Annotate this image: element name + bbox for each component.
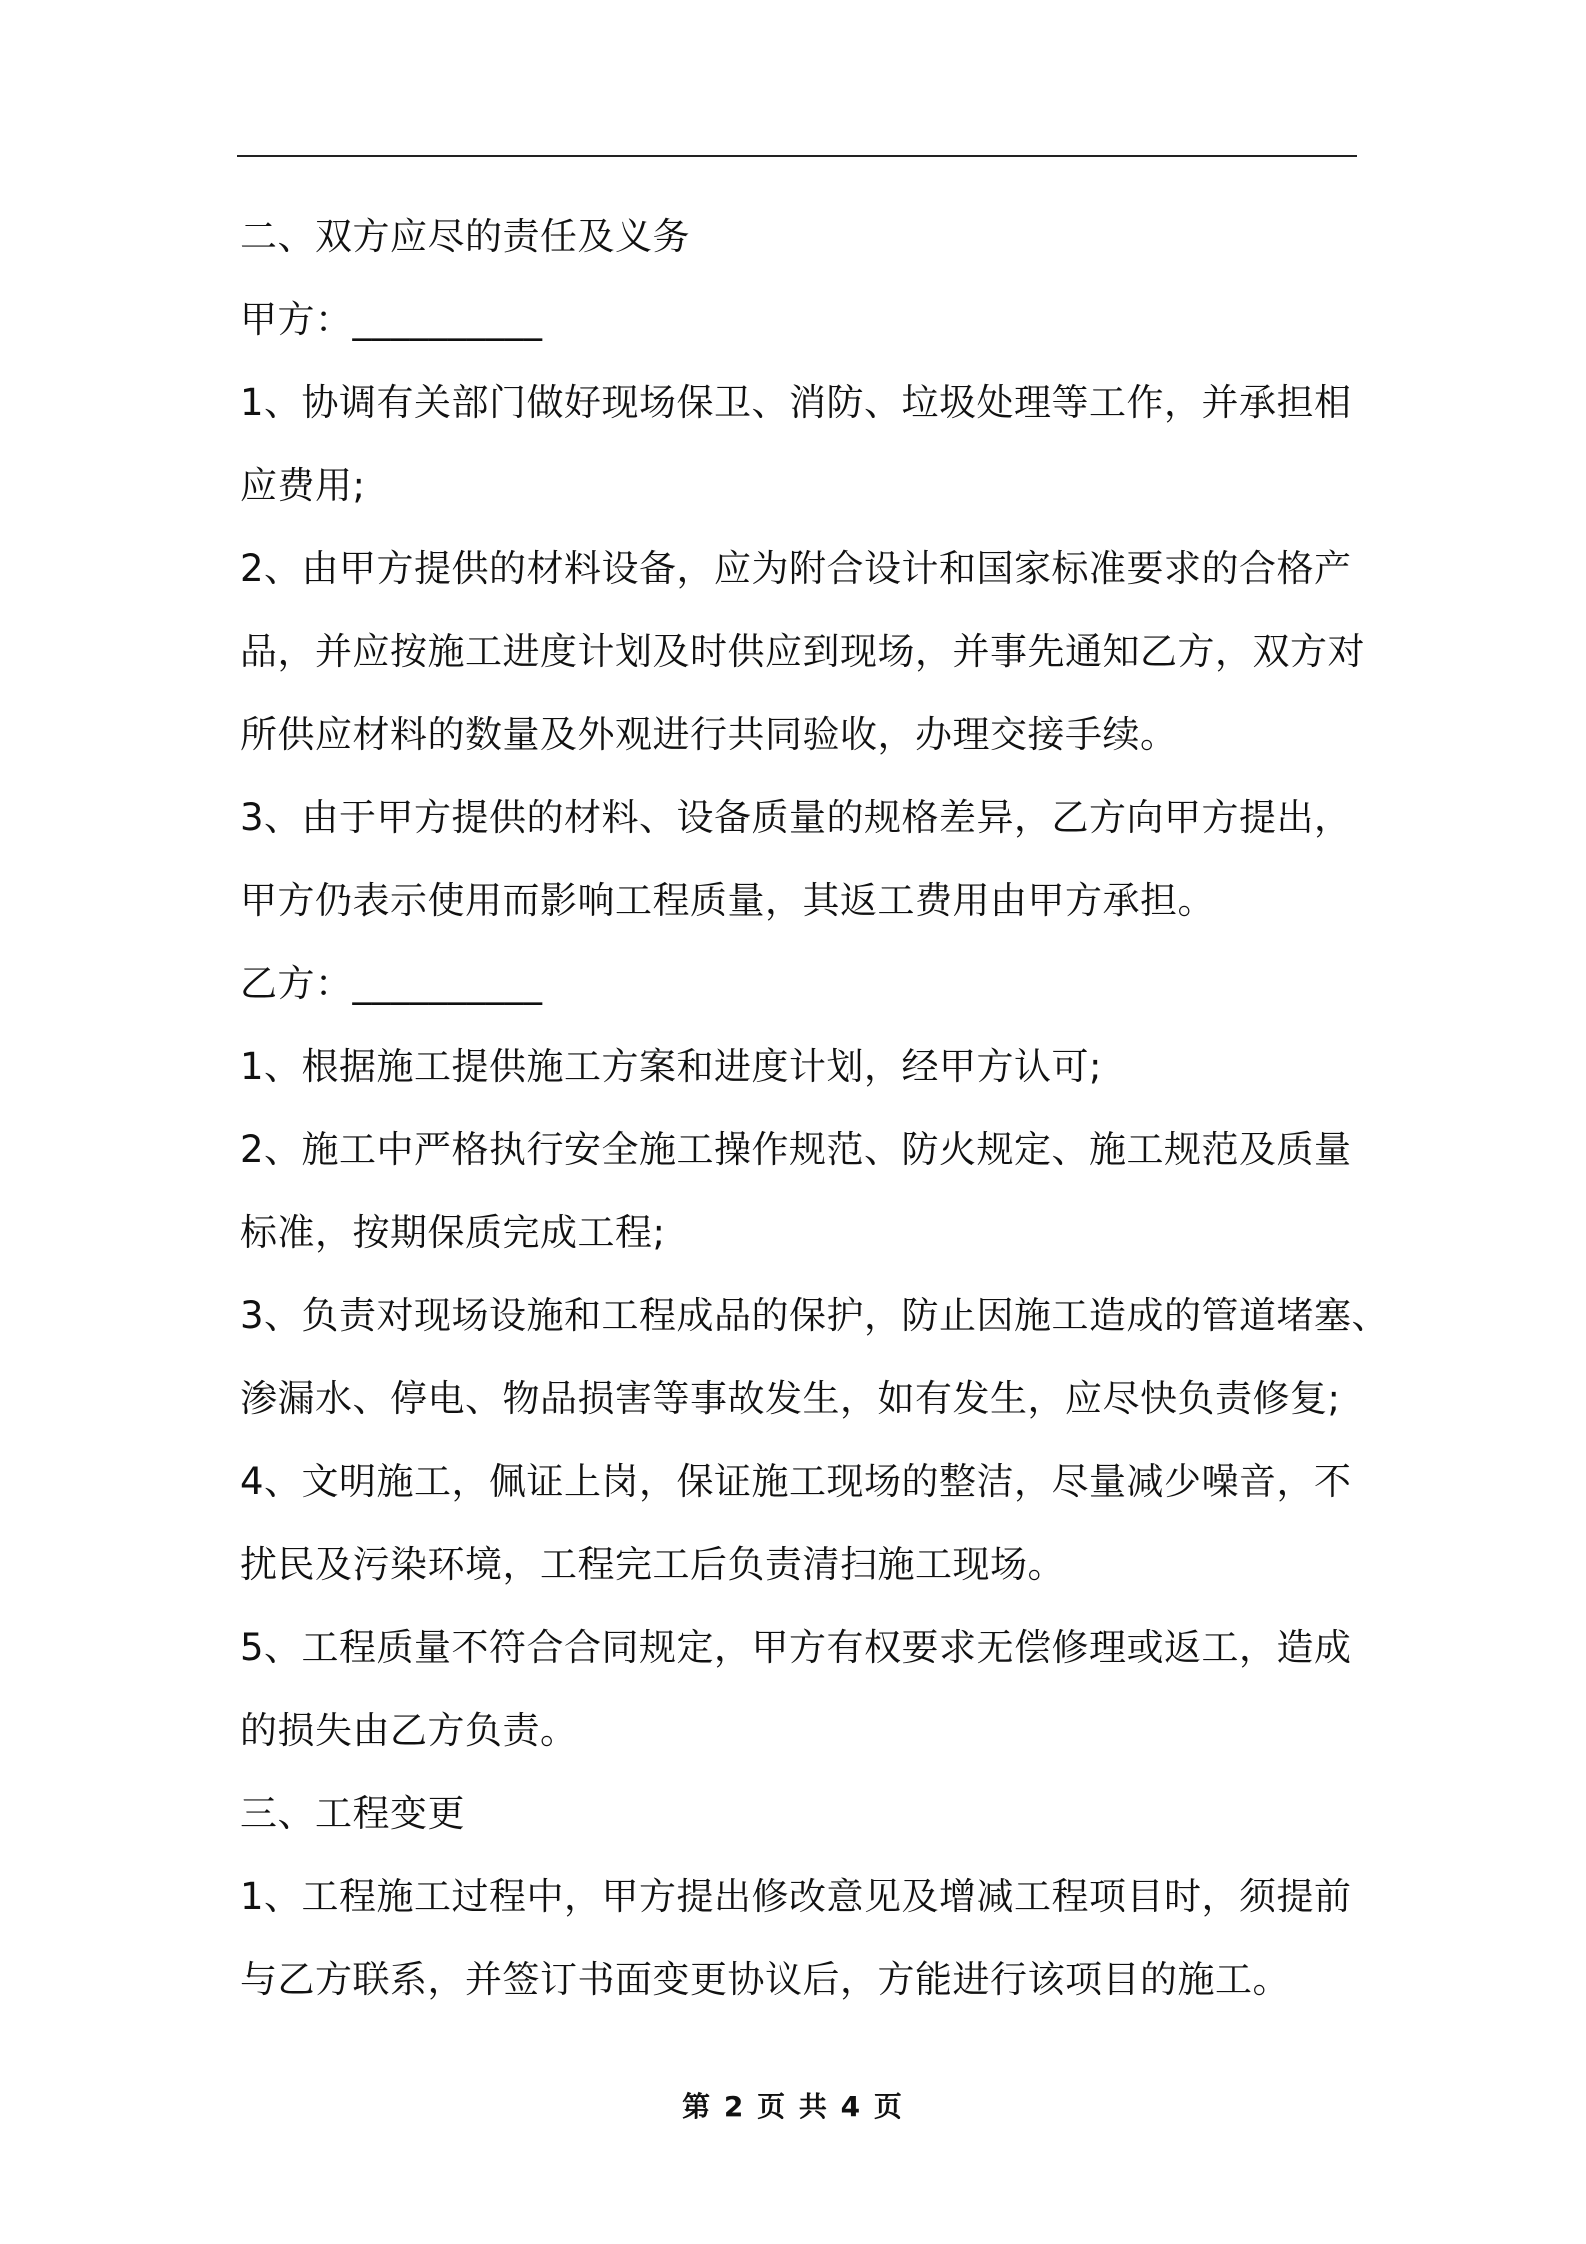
paragraph-line: 的损失由乙方负责。 xyxy=(240,1709,578,1752)
paragraph-line: 应费用; xyxy=(240,464,366,507)
paragraph-line: 标准，按期保质完成工程; xyxy=(240,1211,666,1254)
paragraph-line: 4、文明施工，佩证上岗，保证施工现场的整洁，尽量减少噪音，不 xyxy=(240,1460,1352,1503)
section-heading: 二、双方应尽的责任及义务 xyxy=(240,215,690,258)
document-body xyxy=(240,195,1390,2021)
header-divider xyxy=(237,155,1357,157)
paragraph-line: 3、由于甲方提供的材料、设备质量的规格差异，乙方向甲方提出， xyxy=(240,796,1352,839)
paragraph-line: 2、由甲方提供的材料设备，应为附合设计和国家标准要求的合格产 xyxy=(240,547,1352,590)
paragraph-line: 2、施工中严格执行安全施工操作规范、防火规定、施工规范及质量 xyxy=(240,1128,1352,1171)
paragraph-line: 扰民及污染环境，工程完工后负责清扫施工现场。 xyxy=(240,1543,1065,1586)
paragraph-line: 1、根据施工提供施工方案和进度计划，经甲方认可; xyxy=(240,1045,1103,1088)
page-footer xyxy=(0,2085,1586,2125)
paragraph-line: 渗漏水、停电、物品损害等事故发生，如有发生，应尽快负责修复; xyxy=(240,1377,1341,1420)
paragraph-line: 5、工程质量不符合合同规定，甲方有权要求无偿修理或返工，造成 xyxy=(240,1626,1352,1669)
paragraph-line: 品，并应按施工进度计划及时供应到现场，并事先通知乙方，双方对 xyxy=(240,630,1365,673)
page-number: 第 2 页 共 4 页 xyxy=(682,2090,904,2123)
paragraph-line: 1、协调有关部门做好现场保卫、消防、垃圾处理等工作，并承担相 xyxy=(240,381,1352,424)
section-heading: 三、工程变更 xyxy=(240,1792,465,1835)
paragraph-line: 与乙方联系，并签订书面变更协议后，方能进行该项目的施工。 xyxy=(240,1958,1290,2001)
party-a-label: 甲方：__________ xyxy=(240,298,543,341)
paragraph-line: 所供应材料的数量及外观进行共同验收，办理交接手续。 xyxy=(240,713,1178,756)
party-b-label: 乙方：__________ xyxy=(240,962,543,1005)
paragraph-line: 1、工程施工过程中，甲方提出修改意见及增减工程项目时，须提前 xyxy=(240,1875,1352,1918)
paragraph-line: 3、负责对现场设施和工程成品的保护，防止因施工造成的管道堵塞、 xyxy=(240,1294,1390,1337)
paragraph-line: 甲方仍表示使用而影响工程质量，其返工费用由甲方承担。 xyxy=(240,879,1215,922)
